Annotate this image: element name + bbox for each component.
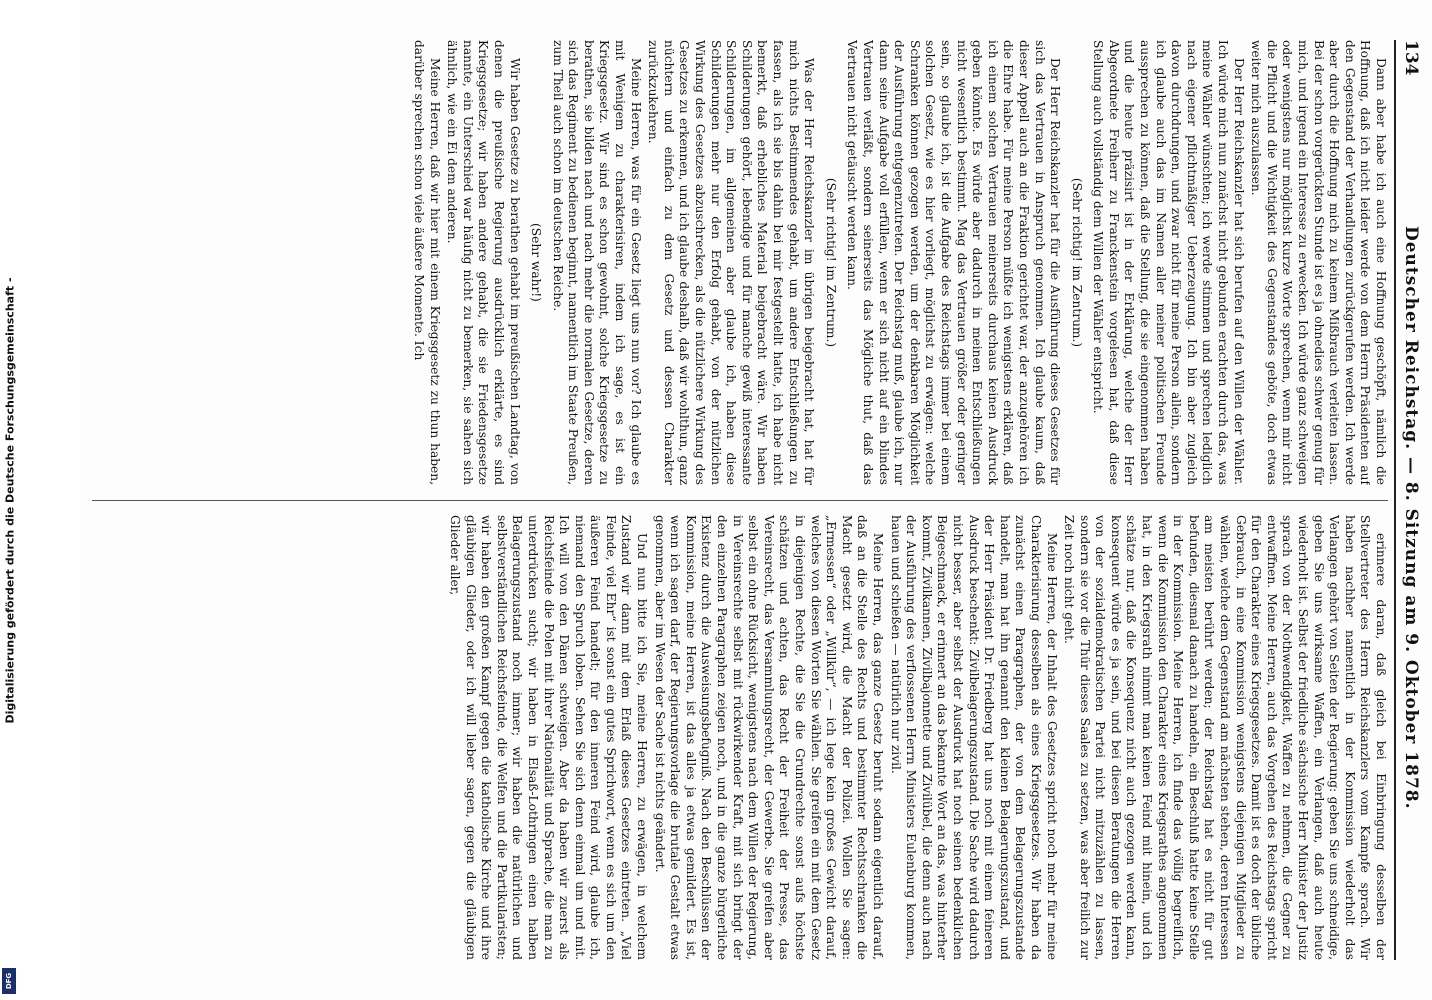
paragraph: erinnere daran, daß gleich bei Einbringung desselben der Stellvertreter des Herrn Reichskanzlers vom Kampfe sprach. Wir haben nachher namentlich in der Kommission wiederholt das Verlangen gehört von Seiten der Regierung: geben Sie uns schneidige, geben Sie uns wirksame Waffen, ein Verlangen, daß auch heute wiederholt ist. Selbst der friedliche sächsische Herr Minister der Justiz sprach von der Nothwendigkeit, Waffen zu nehmen, die Gegner zu entwaffnen. Meine Herren, auch das Vorgehen des Reichstags spricht für den Charakter eines Kriegsgesetzes. Damit ist es doch der übliche Gebrauch, in eine Kommission wenigstens diejenigen Mitglieder zu wählen, welche dem Gegenstand am nächsten stehen, deren Interessen am meisten berührt werden; der Reichstag hat es nicht für gut befunden, diesmal danach zu handeln, ein Beschluß hatte keine Stelle in der Kommission. Meine Herren, ich finde das völlig begreiflich, wenn die Kommission den Charakter eines Kriegsrathes angenommen hat, in den Kriegsrath nimmt man keinen Feind mit hinein, und ich schätze nur, daß die Konsequenz nicht auch gezogen werden kann, konsequent würde es ja sein, und bei diesen Beratungen die Herren von der sozialdemokratischen Partei nicht mitzuzählen zu lassen, sondern sie vor die Thür dieses Saales zu setzen, was aber freilich zur Zeit noch nicht geht.: [1062, 515, 1388, 960]
page-number: 134: [1401, 40, 1421, 76]
column-divider: [92, 500, 1388, 501]
paragraph: Und nun bitte ich Sie, meine Herren, zu erwägen, in welchem Zustand wir dann mit dem Erlaß dieses Gesetzes eintreten. „Viel Feinde, viel Ehr“ ist sonst ein gutes Sprichwort, wenn es sich um den äußeren Feind handelt; für den inneren Feind wird, glaube ich, niemand den Spruch loben. Sehen Sie sich denn einmal um und mit. Ich will von den Dänen schweigen. Aber da haben wir zuerst als Reichsfeinde die Polen mit ihrer Nationalität und Sprache, die man zu unterdrücken sucht; wir haben in Elsaß-Lothringen einen halben Belagerungszustand noch immer; wir haben die natürlichen und selbstverständlichen Reichsfeinde, die Welfen und die Partikularisten; wir haben den großen Kampf gegen die katholische Kirche und ihre gläubigen Glieder, oder ich will lieber sagen, gegen die gläubigen Glieder aller,: [447, 515, 650, 960]
interjection: (Sehr richtig! im Zentrum.): [823, 177, 838, 348]
paragraph: Dann aber habe ich auch eine Hoffnung geschöpft, nämlich die Hoffnung, daß ich nicht leider werde von dem Herrn Präsidenten auf den Gegenstand der Verhandlungen zurückgerufen werden. Ich werde aber durch die Hoffnung mich zu keinem Mißbrauch verleiten lassen. Bei der schon vorgerückten Stunde ist es ja ohnedies schwer genug für mich, und irgend ein Interesse zu erwecken. Ich würde ganz schweigen oder wenigstens nur möglichst kurze Worte sprechen, wenn mir nicht die Pflicht und die Wichtigkeit des Gegenstandes geböte, doch etwas weiter mich auszulassen.: [1249, 40, 1388, 485]
digitization-credit-text: Digitalisierung gefördert durch die Deutsche Forschungsgemeinschaft -: [3, 276, 17, 724]
paragraph: Der Herr Reichskanzler hat sich berufen auf den Willen der Wähler. Ich würde mich nun zunächst nicht gebunden erachten durch das, was meine Wähler wünschten; ich werde stimmen und sprechen lediglich nach eigener pflichtmäßiger Ueberzeugung. Ich bin aber zugleich davon durchdrungen, und zwar nicht für meine Person allein, sondern ich glaube auch das im Namen aller meiner politischen Freunde aussprechen zu können, daß die Stellung, die sie eingenommen haben und die heute präzisirt ist in der Erklärung, welche der Herr Abgeordnete Freiherr zu Franckenstein vorgelesen hat, daß diese Stellung auch vollständig dem Willen der Wähler entspricht.: [1091, 40, 1246, 485]
dfg-logo-text: DFG: [5, 972, 13, 990]
paragraph: Meine Herren, das ganze Gesetz beruht sodann eigentlich darauf, daß an die Stelle des Rechts und bestimmter Rechtsschranken die Macht gesetzt wird, die Macht der Polizei. Wollen Sie sagen: „Ermessen“ oder „Willkür“, — ich lege kein großes Gewicht darauf, welches von diesen Worten Sie wählen. Sie greifen ein mit dem Gesetz in diejenigen Rechte, die Sie die Grundrechte sonst aufs höchste schätzen und achten, das Recht der Freiheit der Presse, das Vereinsrecht, das Versammlungsrecht, der Gewerbe. Sie greifen aber selbst ein ohne Rücksicht, wenigstens nach dem Willen der Regierung, in Vereinsrechte selbst mit rückwirkender Kraft, mit sich bringt der den einzelnen Paragraphen zeigen noch, und in die ganze bürgerliche Existenz durch die Ausweisungsbefugniß. Nach den Beschlüssen der Kommission, meine Herren, ist das alles ja etwas gemildert. Es ist, wenn ich sagen darf, der Regierungsvorlage die brutale Gestalt etwas genommen, aber im Wesen der Sache ist nichts geändert.: [652, 515, 885, 960]
paragraph: Meine Herren, was für ein Gesetz liegt uns nun vor? Ich glaube es mit Wenigem zu charakterisiren, indem ich sage, es ist ein Kriegsgesetz. Wir sind es schon gewohnt, solche Kriegsgesetze zu berathen, sie bilden nach und nach mehr die normalen Gesetze, deren sich das Regiment zu bedienen beginnt, namentlich im Staate Preußen, zum Theil auch schon im deutschen Reiche.: [550, 40, 643, 485]
interjection: (Sehr richtig! im Zentrum.): [1069, 177, 1084, 348]
right-column: [92, 515, 1388, 960]
page-title: Deutscher Reichstag. — 8. Sitzung am 9. Oktober 1878.: [1401, 225, 1421, 810]
paragraph: Wir haben Gesetze zu berathen gehabt im preußischen Landtag, von denen die preußische Regierung ausdrücklich erklärte, es sind Kriegsgesetze; wir haben andere gehabt, die sie Friedensgesetze nannte, ein Unterschied war häufig nicht zu bemerken, sie sahen sich ähnlich, wie ein Ei dem anderen.: [445, 40, 522, 485]
left-column: [92, 40, 1388, 485]
paragraph: Meine Herren, der Inhalt des Gesetzes spricht noch mehr für meine Charakterisirung desselben als eines Kriegsgesetzes. Wir haben da zunächst einen Paragraphen, der von dem Belagerungszustande handelt, man hat ihn genannt den kleinen Belagerungszustand, und der Herr Präsident Dr. Friedberg hat uns noch mit einem feineren Ausdruck beschenkt: Zivilbelagerungszustand. Die Sache wird dadurch nicht besser, aber selbst der Ausdruck hat noch seinen bedenklichen Beigeschmack, er erinnert an das bekannte Wort an das, was hinterher kommt, Zivilkannen, Zivilbajonnette und Zivilübel, die denn auch nach der Ausführung des verflossenen Herrn Ministers Eulenburg kommen, hauen und schießen — natürlich nur zivil.: [888, 515, 1059, 960]
dfg-logo: [2, 968, 16, 994]
digitization-credit: [2, 0, 18, 1000]
page-header: [1394, 40, 1426, 960]
document-page: [80, 0, 1432, 1000]
paragraph: Was der Herr Reichskanzler im übrigen beigebracht hat, hat für mich nichts Bestimmendes gehabt, um andere Entschließungen zu fassen, als ich sie bis dahin bei mir festgestellt hatte, ich habe nicht bemerkt, daß erhebliches Material beigebracht wäre. Wir haben Schilderungen gehört, lebendige und für manche gewiß interessante Schilderungen, im allgemeinen aber glaube ich, haben diese Schilderungen mehr nur den Erfolg gehabt, von der nützlichen Wirkung des Gesetzes abzuschrecken, als die nützlichere Wirkung des Gesetzes zu erkennen, und ich glaube deshalb, daß wir wohlthun, ganz nüchtern und einfach zu dem Gesetz und dessen Charakter zurückzukehren.: [646, 40, 817, 485]
interjection: (Sehr wahr!): [529, 223, 544, 302]
paragraph: Meine Herren, daß wir hier mit einem Kriegsgesetz zu thun haben, darüber sprechen schon viele äußere Momente. Ich: [411, 40, 442, 485]
paragraph: Der Herr Reichskanzler hat für die Ausführung dieses Gesetzes für sich das Vertrauen in Anspruch genommen. Ich glaube kaum, daß dieser Appell auch an die Fraktion gerichtet war, der anzugehören ich die Ehre habe. Für meine Person müßte ich wenigstens erklären, daß ich einem solchen Vertrauen meinerseits durchaus keinen Ausdruck geben könnte. Es würde aber dadurch in meinen Entschließungen nicht wesentlich bestimmt. Mag das Vertrauen größer oder geringer sein, so glaube ich, ist die Aufgabe des Reichstags immer bei einem solchen Gesetz, wie es hier vorliegt, möglichst zu erwägen: welche Schranken können gezogen werden, um der denkbaren Möglichkeit der Ausführung entgegenzutreten. Der Reichstag muß, glaube ich, nur dann seine Aufgabe voll erfüllen, wenn er sich nicht auf ein blindes Vertrauen verläßt, sondern seinerseits das Mögliche thut, daß das Vertrauen nicht getäuscht werden kann.: [845, 40, 1063, 485]
